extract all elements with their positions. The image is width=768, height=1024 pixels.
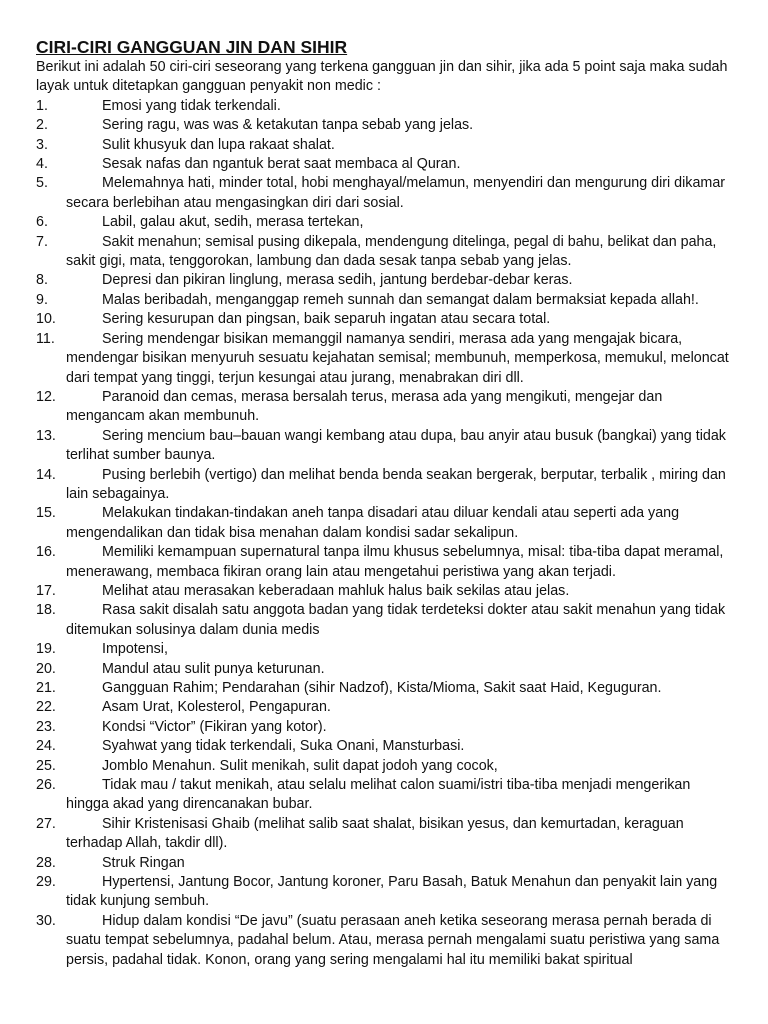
list-item-text-content: Sering kesurupan dan pingsan, baik separuh ingatan atau secara total. — [102, 311, 551, 328]
list-item-text — [66, 582, 732, 601]
list-item — [36, 330, 732, 388]
list-item-number: 6. — [36, 214, 48, 231]
list-item — [36, 698, 732, 717]
list-item-text — [66, 97, 732, 116]
list-item-number: 1. — [36, 97, 48, 114]
list-item-text — [66, 543, 732, 582]
list-item-text — [66, 310, 732, 329]
list-item-number: 23. — [36, 718, 56, 735]
list-item-text-content: Sihir Kristenisasi Ghaib (melihat salib saat shalat, bisikan yesus, dan kemurtadan, keraguan terhadap Allah, takdir dll). — [66, 815, 684, 852]
list-item — [36, 737, 732, 756]
list-item — [36, 271, 732, 290]
list-item — [36, 679, 732, 698]
list-item-text — [66, 174, 732, 213]
list-item-number: 22. — [36, 699, 56, 716]
list-item-text-content: Melakukan tindakan-tindakan aneh tanpa disadari atau diluar kendali atau seperti ada yang mengendalikan dan tidak bisa menahan dalam kondisi sadar sekalipun. — [66, 505, 680, 541]
list-item-text — [66, 660, 732, 679]
list-item — [36, 136, 732, 155]
list-item-number: 17. — [36, 582, 56, 599]
list-item-number: 25. — [36, 757, 56, 774]
list-item-text-content: Depresi dan pikiran linglung, merasa sedih, jantung berdebar-debar keras. — [102, 272, 573, 289]
list-item — [36, 854, 732, 873]
list-item — [36, 291, 732, 310]
list-item — [36, 543, 732, 582]
list-item-text-content: Sulit khusyuk dan lupa rakaat shalat. — [102, 136, 335, 153]
list-item-text-content: Sesak nafas dan ngantuk berat saat membaca al Quran. — [102, 156, 461, 173]
list-item-text-content: Mandul atau sulit punya keturunan. — [102, 660, 325, 677]
list-item-number: 9. — [36, 291, 48, 308]
list-item-text — [66, 873, 732, 912]
list-item-text — [66, 136, 732, 155]
list-item-number: 13. — [36, 427, 56, 444]
list-item-text-content: Syahwat yang tidak terkendali, Suka Onani, Mansturbasi. — [102, 738, 465, 755]
list-item — [36, 155, 732, 174]
list-item-text-content: Kondsi “Victor” (Fikiran yang kotor). — [102, 718, 327, 735]
list-item-number: 8. — [36, 272, 48, 289]
list-item-text — [66, 233, 732, 272]
list-item-text-content: Impotensi, — [102, 641, 168, 658]
list-item — [36, 116, 732, 135]
list-item-text — [66, 757, 732, 776]
list-item-number: 29. — [36, 874, 56, 891]
list-item-text-content: Hypertensi, Jantung Bocor, Jantung koroner, Paru Basah, Batuk Menahun dan penyakit lain yang tidak kunjung sembuh. — [66, 874, 718, 910]
list-item-text-content: Emosi yang tidak terkendali. — [102, 97, 281, 114]
list-item-text-content: Tidak mau / takut menikah, atau selalu melihat calon suami/istri tiba-tiba menjadi mengerikan hingga akad yang direncanakan bubar. — [66, 777, 691, 813]
list-item-text — [66, 427, 732, 466]
list-item-text — [66, 504, 732, 543]
list-item-number: 5. — [36, 175, 48, 192]
list-item-text-content: Sering mendengar bisikan memanggil namanya sendiri, merasa ada yang mengajak bicara, mendengar bisikan menyuruh sesuatu kejahatan semisal; membunuh, memperkosa, memukul, meloncat dari tempat yang tinggi, terjun kesungai atau jurang, menabrakan diri dll. — [66, 330, 729, 386]
list-item-text-content: Sering ragu, was was & ketakutan tanpa sebab yang jelas. — [102, 117, 474, 134]
list-item-text — [66, 679, 732, 698]
list-item-text-content: Melihat atau merasakan keberadaan mahluk halus baik sekilas atau jelas. — [102, 582, 570, 599]
list-item — [36, 233, 732, 272]
list-item-text-content: Sering mencium bau–bauan wangi kembang atau dupa, bau anyir atau busuk (bangkai) yang tidak terlihat sumber baunya. — [66, 427, 726, 464]
list-item-text — [66, 271, 732, 290]
list-item-text-content: Jomblo Menahun. Sulit menikah, sulit dapat jodoh yang cocok, — [102, 757, 498, 774]
list-item-text — [66, 698, 732, 717]
document-intro: Berikut ini adalah 50 ciri-ciri seseorang yang terkena gangguan jin dan sihir, jika ada 5 point saja maka sudah layak untuk ditetapkan gangguan penyakit non medic : — [36, 59, 728, 95]
list-item — [36, 601, 732, 640]
list-item — [36, 873, 732, 912]
document-title: CIRI-CIRI GANGGUAN JIN DAN SIHIR — [36, 37, 348, 57]
list-item-text-content: Rasa sakit disalah satu anggota badan yang tidak terdeteksi dokter atau sakit menahun yang tidak ditemukan solusinya dalam dunia medis — [66, 602, 726, 638]
list-item-number: 4. — [36, 156, 48, 173]
list-item-number: 15. — [36, 505, 56, 522]
list-item-text — [66, 854, 732, 873]
list-item-text-content: Melemahnya hati, minder total, hobi menghayal/melamun, menyendiri dan mengurung diri dikamar secara berlebihan atau mengasingkan diri dari sosial. — [66, 175, 726, 211]
list-item-text-content: Gangguan Rahim; Pendarahan (sihir Nadzof), Kista/Mioma, Sakit saat Haid, Keguguran. — [102, 680, 662, 696]
list-item — [36, 427, 732, 466]
list-item-text — [66, 718, 732, 737]
list-item-text — [66, 116, 732, 135]
list-item-number: 20. — [36, 660, 56, 677]
list-item — [36, 310, 732, 329]
list-item-text-content: Struk Ringan — [102, 854, 185, 871]
list-item-number: 7. — [36, 233, 48, 250]
list-item-text-content: Memiliki kemampuan supernatural tanpa ilmu khusus sebelumnya, misal: tiba-tiba dapat meramal, menerawang, membaca fikiran orang lain atau mengetahui peristiwa yang akan terjadi. — [66, 544, 724, 580]
list-item-text — [66, 912, 732, 970]
list-item — [36, 815, 732, 854]
list-item-text — [66, 640, 732, 659]
list-item-text — [66, 737, 732, 756]
list-item-text-content: Hidup dalam kondisi “De javu” (suatu perasaan aneh ketika seseorang merasa pernah berada di suatu tempat sebelumnya, padahal belum. Atau, merasa pernah mengalami suatu peristiwa yang sama persis, padahal tidak. Konon, orang yang sering mengalami hal itu memiliki bakat spiritual — [66, 912, 720, 968]
list-item — [36, 718, 732, 737]
list-item-number: 19. — [36, 641, 56, 658]
list-item — [36, 582, 732, 601]
list-item — [36, 388, 732, 427]
list-item-text-content: Pusing berlebih (vertigo) dan melihat benda benda seakan bergerak, berputar, terbalik , miring dan lain sebagainya. — [66, 466, 726, 502]
list-item-text — [66, 466, 732, 505]
list-item-number: 21. — [36, 680, 56, 696]
list-item-text — [66, 776, 732, 815]
list-item-text — [66, 213, 732, 232]
list-item-number: 3. — [36, 136, 48, 153]
list-item-number: 14. — [36, 466, 56, 483]
list-item-text — [66, 601, 732, 640]
list-item-text — [66, 388, 732, 427]
symptom-list — [36, 97, 732, 970]
list-item-number: 16. — [36, 544, 56, 561]
list-item-number: 2. — [36, 117, 48, 134]
list-item-number: 26. — [36, 777, 56, 794]
list-item-text — [66, 330, 732, 388]
list-item-number: 10. — [36, 311, 56, 328]
list-item — [36, 174, 732, 213]
list-item-text-content: Labil, galau akut, sedih, merasa tertekan, — [102, 214, 364, 231]
list-item — [36, 504, 732, 543]
list-item-number: 27. — [36, 815, 56, 832]
list-item — [36, 776, 732, 815]
list-item-text — [66, 291, 732, 310]
list-item — [36, 640, 732, 659]
list-item — [36, 660, 732, 679]
list-item-text-content: Paranoid dan cemas, merasa bersalah terus, merasa ada yang mengikuti, mengejar dan mengancam akan membunuh. — [66, 388, 663, 425]
list-item — [36, 912, 732, 970]
list-item-text-content: Sakit menahun; semisal pusing dikepala, mendengung ditelinga, pegal di bahu, belikat dan paha, sakit gigi, mata, tenggorokan, lambung dan dada sesak tanpa sebab yang jelas. — [66, 233, 717, 270]
list-item-number: 12. — [36, 388, 56, 405]
list-item — [36, 757, 732, 776]
list-item-text — [66, 815, 732, 854]
list-item-text-content: Asam Urat, Kolesterol, Pengapuran. — [102, 699, 331, 716]
list-item-number: 24. — [36, 738, 56, 755]
list-item-number: 30. — [36, 912, 56, 929]
list-item-number: 11. — [36, 330, 55, 347]
list-item-number: 18. — [36, 602, 56, 619]
list-item — [36, 97, 732, 116]
list-item-text — [66, 155, 732, 174]
list-item — [36, 466, 732, 505]
list-item — [36, 213, 732, 232]
list-item-text-content: Malas beribadah, menganggap remeh sunnah dan semangat dalam bermaksiat kepada allah!. — [102, 291, 699, 308]
list-item-number: 28. — [36, 854, 56, 871]
